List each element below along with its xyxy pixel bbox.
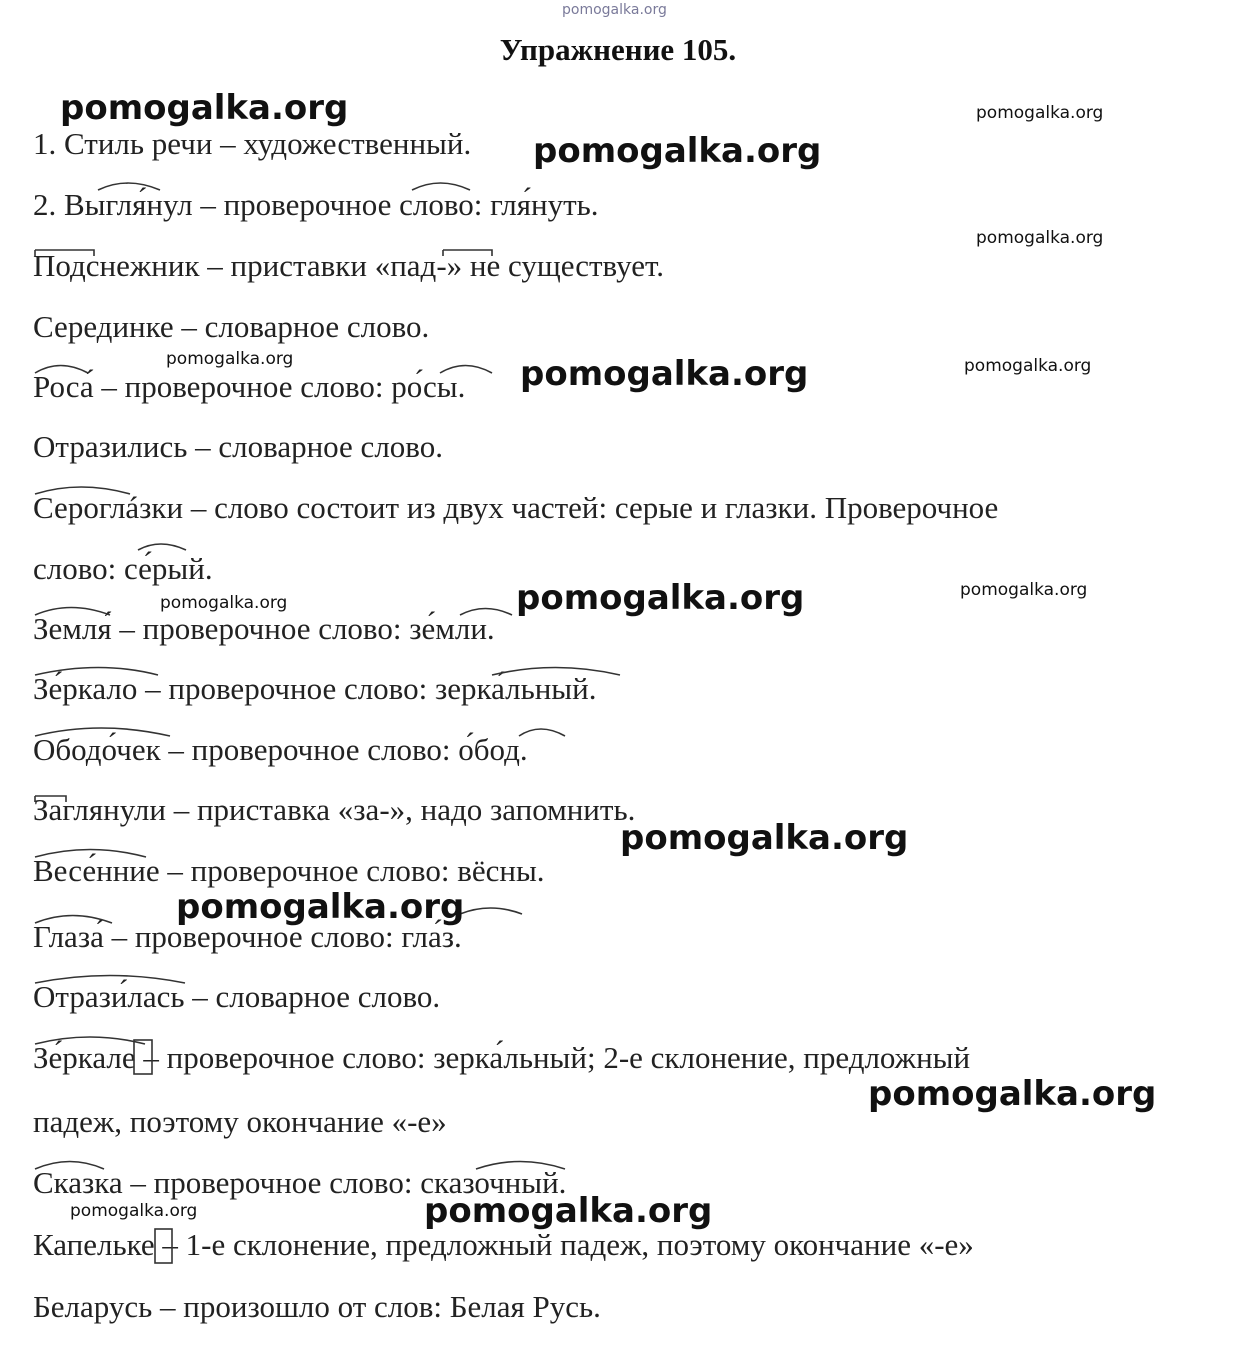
watermark: pomogalka.org — [160, 593, 288, 613]
answer-line: 1. Стиль речи – художественный. — [33, 126, 472, 161]
answer-line: Сказка – проверочное слово: сказочный. — [33, 1165, 567, 1200]
watermark: pomogalka.org — [868, 1074, 1157, 1114]
answer-line: Серединке – словарное слово. — [33, 309, 430, 344]
watermark: pomogalka.org — [60, 88, 349, 128]
answer-line: Глаза́ – проверочное слово: гла́з. — [33, 919, 462, 954]
answer-line: Отрази́лась – словарное слово. — [33, 979, 441, 1014]
watermark: pomogalka.org — [976, 228, 1104, 248]
answer-line: Капельке – 1-е склонение, предложный падеж, поэтому окончание «-е» — [33, 1227, 974, 1262]
answer-line: 2. Выгля́нул – проверочное слово: гля́нуть. — [33, 187, 599, 222]
answer-line: Беларусь – произошло от слов: Белая Русь. — [33, 1289, 601, 1324]
watermark: pomogalka.org — [176, 887, 465, 927]
watermark: pomogalka.org — [976, 103, 1104, 123]
answer-line: Подснежник – приставки «пад-» не существует. — [33, 248, 664, 283]
answer-line: Роса́ – проверочное слово: ро́сы. — [33, 369, 466, 404]
watermark: pomogalka.org — [424, 1191, 713, 1231]
watermark: pomogalka.org — [520, 354, 809, 394]
answer-line: Весе́нние – проверочное слово: вёсны. — [33, 853, 545, 888]
watermark: pomogalka.org — [166, 349, 294, 369]
answer-line: Отразились – словарное слово. — [33, 429, 443, 464]
watermark: pomogalka.org — [70, 1201, 198, 1221]
answer-line: слово: се́рый. — [33, 551, 213, 586]
watermark: pomogalka.org — [620, 818, 909, 858]
answer-line: падеж, поэтому окончание «-е» — [33, 1104, 447, 1139]
watermark: pomogalka.org — [533, 131, 822, 171]
answer-line: Земля́ – проверочное слово: зе́мли. — [33, 611, 495, 646]
top-watermark: pomogalka.org — [562, 2, 667, 18]
answer-line: Зе́ркало – проверочное слово: зерка́льный. — [33, 671, 597, 706]
answer-line: Ободо́чек – проверочное слово: о́бод. — [33, 732, 528, 767]
answer-line: Заглянули – приставка «за-», надо запомнить. — [33, 792, 636, 827]
answer-line: Сероглáзки – слово состоит из двух частей: серые и глазки. Проверочное — [33, 490, 999, 525]
exercise-title: Упражнение 105. — [499, 32, 737, 67]
answer-line: Зе́ркале – проверочное слово: зерка́льный; 2-е склонение, предложный — [33, 1040, 971, 1075]
watermark: pomogalka.org — [964, 356, 1092, 376]
watermark: pomogalka.org — [516, 578, 805, 618]
watermark: pomogalka.org — [960, 580, 1088, 600]
